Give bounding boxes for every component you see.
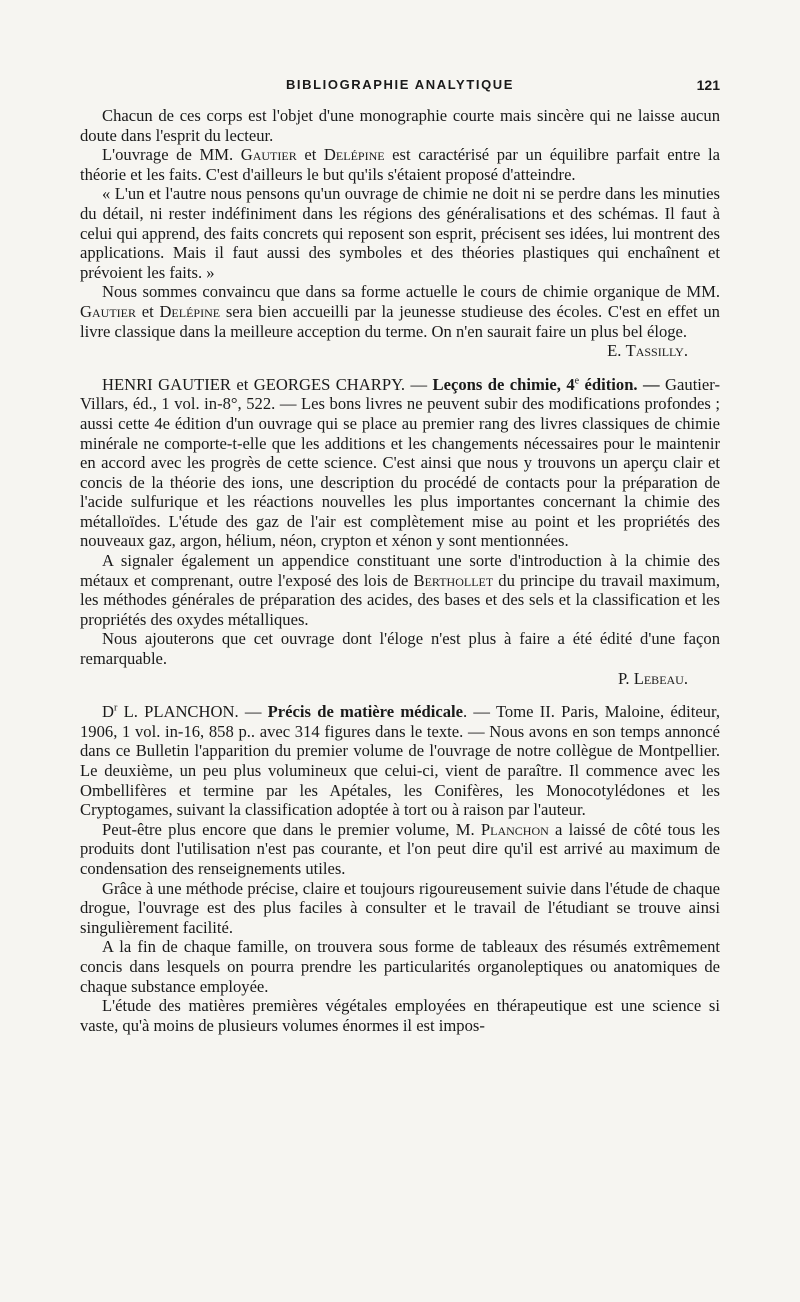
text-run: est caractérisé par un équilibre parfait entre la théorie et les faits. C'est d'ailleurs le but qu'ils s'étaient proposé d'atteindre. <box>80 145 720 184</box>
book-title: Leçons de chimie <box>432 374 557 394</box>
paragraph: Nous ajouterons que cet ouvrage dont l'éloge n'est plus à faire a été édité d'une façon remarquable. <box>80 629 720 669</box>
paragraph: Chacun de ces corps est l'objet d'une monographie courte mais sincère qui ne laisse aucun doute dans l'esprit du lecteur. <box>80 106 720 145</box>
review-heading-paragraph <box>80 375 720 551</box>
superscript: r <box>113 702 118 714</box>
review-signature <box>80 341 720 361</box>
signature-initial: E. <box>607 341 626 361</box>
author-name: Delépine <box>323 145 385 165</box>
paragraph <box>80 282 720 341</box>
review-authors: L. PLANCHON. — <box>117 702 268 722</box>
paragraph <box>80 820 720 879</box>
paragraph: Grâce à une méthode précise, claire et toujours rigoureusement suivie dans l'étude de chaque drogue, l'ouvrage est des plus faciles à consulter et le travail de l'étudiant se trouve ainsi singulièrement facilité. <box>80 878 720 937</box>
text-run: Nous avons en son temps annoncé dans ce Bulletin l'apparition du premier volume de l'ouvrage de notre collègue de Montpellier. Le deuxième, un peu plus volumineux que celui-ci, vient de paraître. Il commence avec les Ombellifères et termine par les Apétales, les Conifères, les Monocotylédones et les Cryptogames, suivant la classification adoptée à tort ou à raison par l'auteur. <box>80 721 720 820</box>
signature-initial: P. <box>618 668 634 688</box>
signature-name: Tassilly. <box>625 341 688 361</box>
paragraph: L'étude des matières premières végétales employées en thérapeutique est une science si vaste, qu'à moins de plusieurs volumes énormes il est impos- <box>80 996 720 1035</box>
review-signature <box>80 669 720 689</box>
review-authors: D <box>102 702 114 722</box>
text-run: sera bien accueilli par la jeunesse studieuse des écoles. C'est en effet un livre classique dans la meilleure acception du terme. On n'en saurait faire un plus bel éloge. <box>80 301 720 341</box>
text-run: Nous sommes convaincu que dans sa forme actuelle le cours de chimie organique de MM. <box>102 282 720 302</box>
review-authors: HENRI GAUTIER et GEORGES CHARPY. — <box>102 374 433 394</box>
review-heading-paragraph <box>80 702 720 820</box>
text-run: Les bons livres ne peuvent subir des modifications profondes ; aussi cette 4e édition d'un ouvrage qui se place au premier rang des livres classiques de chimie minérale ne comporte-t-elle que les additions et les changements nécessaires pour le maintenir en accord avec les progrès de cette science. C'est ainsi que nous y trouvons un aperçu clair et concis de la théorie des ions, une description du procédé de contacts pour la préparation de l'acide sulfurique et les réactions nouvelles les plus importantes concernant la chimie des métalloïdes. L'étude des gaz de l'air est complètement mise au point et les propriétés des nouveaux gaz, argon, hélium, néon, crypton et xénon y sont mentionnées. <box>80 394 720 551</box>
publication-ref: . — Tome II. Paris, Maloine, éditeur, 1906, 1 vol. in-16, 858 p.. avec 314 figures dans le texte. — <box>80 702 720 741</box>
author-name: Gautier <box>240 145 297 165</box>
text-run: L'ouvrage de MM. <box>102 145 241 165</box>
author-name: Planchon <box>480 819 549 839</box>
text-run: A signaler également un appendice constituant une sorte d'introduction à la chimie des métaux et comprenant, outre l'exposé des lois de <box>80 551 720 590</box>
text-run: a laissé de côté tous les produits dont l'utilisation n'est pas courante, et l'on peut dire qu'il est arrivé au maximum de condensation des renseignements utiles. <box>80 819 720 878</box>
page-number: 121 <box>696 77 720 93</box>
book-title: Précis de matière médicale <box>267 702 464 722</box>
signature-name: Lebeau. <box>633 668 688 688</box>
author-name: Berthollet <box>413 570 494 590</box>
body-text <box>80 106 720 1035</box>
running-head: BIBLIOGRAPHIE ANALYTIQUE <box>285 77 515 92</box>
page-header <box>80 77 720 99</box>
text-run: édition. — <box>579 374 660 394</box>
superscript: e <box>574 375 580 387</box>
text-run: du principe du travail maximum, les méthodes générales de préparation des acides, des bases et des sels et la classification et les propriétés des oxydes métalliques. <box>80 570 720 629</box>
paragraph <box>80 551 720 629</box>
author-name: Gautier <box>80 301 136 321</box>
publication-ref: Gautier-Villars, éd., 1 vol. in-8°, 522. — <box>80 374 720 414</box>
text-run: , 4 <box>556 374 575 394</box>
text-run: Peut-être plus encore que dans le premier volume, M. <box>102 819 481 839</box>
quote-paragraph: « L'un et l'autre nous pensons qu'un ouvrage de chimie ne doit ni se perdre dans les minuties du détail, ni rester indéfiniment dans les régions des généralisations et des schémas. Il faut à celui qui apprend, des faits concrets qui reposent son esprit, précisent ses idées, lui montrent des applications. Mais il faut aussi des symboles et des théories plastiques qui enchaînent et prévoient les faits. » <box>80 184 720 282</box>
author-name: Delépine <box>159 301 221 321</box>
paragraph <box>80 145 720 184</box>
section-gap <box>80 688 720 702</box>
text-run: et <box>296 145 324 165</box>
section-gap <box>80 361 720 375</box>
text-run: et <box>135 301 160 321</box>
paragraph: A la fin de chaque famille, on trouvera sous forme de tableaux des résumés extrêmement concis dans lesquels on pourra prendre les particularités organoleptiques ou anatomiques de chaque substance employée. <box>80 937 720 996</box>
